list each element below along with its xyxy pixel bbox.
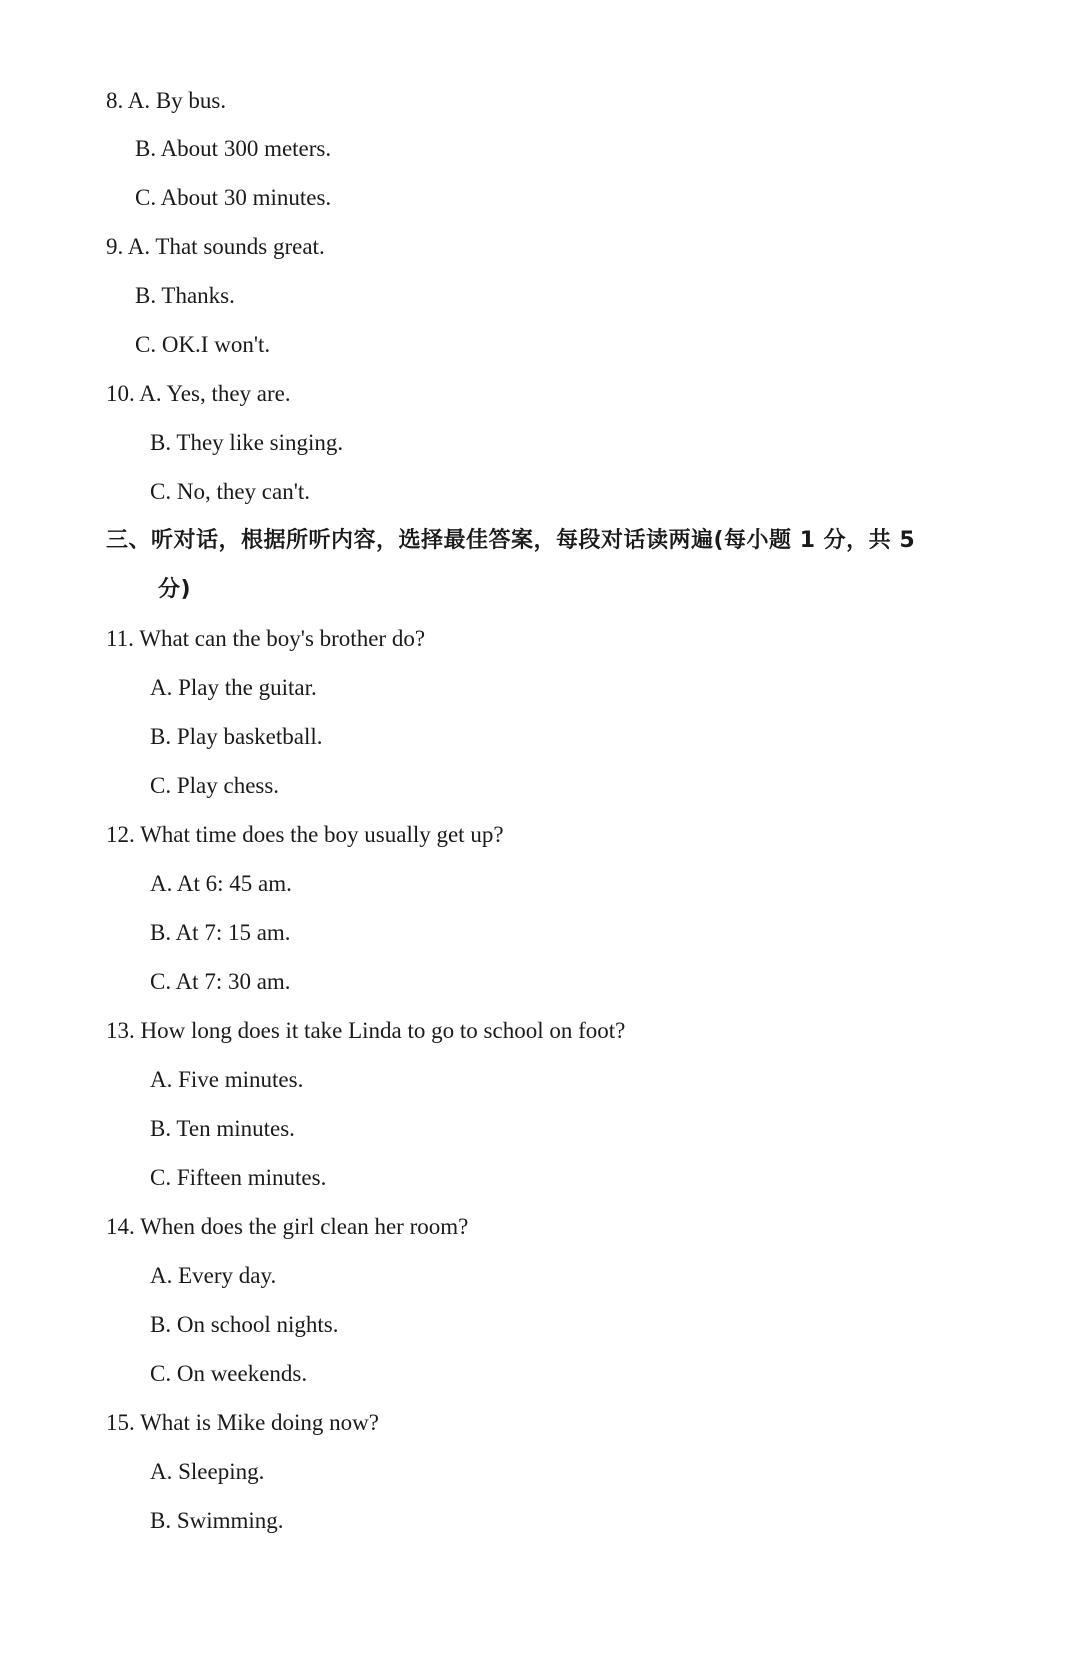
question-11-option-c: C. Play chess. xyxy=(150,773,280,798)
question-11-option-a: A. Play the guitar. xyxy=(150,675,317,700)
question-8: 8. A. By bus. xyxy=(106,88,227,113)
question-12-option-b: B. At 7: 15 am. xyxy=(150,920,291,945)
question-12: 12. What time does the boy usually get up? xyxy=(106,822,504,847)
question-11-option-b: B. Play basketball. xyxy=(150,724,323,749)
question-8-option-b: B. About 300 meters. xyxy=(135,136,332,161)
question-14-option-c: C. On weekends. xyxy=(150,1361,308,1386)
question-10-option-c: C. No, they can't. xyxy=(150,479,311,504)
question-9-option-b: B. Thanks. xyxy=(135,283,235,308)
question-14: 14. When does the girl clean her room? xyxy=(106,1214,469,1239)
question-13-option-b: B. Ten minutes. xyxy=(150,1116,295,1141)
question-13: 13. How long does it take Linda to go to school on foot? xyxy=(106,1018,626,1043)
question-8-option-c: C. About 30 minutes. xyxy=(135,185,332,210)
question-14-option-b: B. On school nights. xyxy=(150,1312,339,1337)
section-heading: 三、听对话，根据所听内容，选择最佳答案，每段对话读两遍(每小题 1 分，共 5 xyxy=(106,528,916,553)
question-14-option-a: A. Every day. xyxy=(150,1263,277,1288)
question-9-option-c: C. OK.I won't. xyxy=(135,332,271,357)
section-heading-continued: 分) xyxy=(158,577,192,602)
question-13-option-c: C. Fifteen minutes. xyxy=(150,1165,327,1190)
question-12-option-c: C. At 7: 30 am. xyxy=(150,969,291,994)
question-15: 15. What is Mike doing now? xyxy=(106,1410,379,1435)
question-13-option-a: A. Five minutes. xyxy=(150,1067,304,1092)
question-12-option-a: A. At 6: 45 am. xyxy=(150,871,292,896)
question-10: 10. A. Yes, they are. xyxy=(106,381,291,406)
question-11: 11. What can the boy's brother do? xyxy=(106,626,426,651)
question-9: 9. A. That sounds great. xyxy=(106,234,325,259)
question-15-option-b: B. Swimming. xyxy=(150,1508,284,1533)
question-10-option-b: B. They like singing. xyxy=(150,430,344,455)
question-15-option-a: A. Sleeping. xyxy=(150,1459,265,1484)
